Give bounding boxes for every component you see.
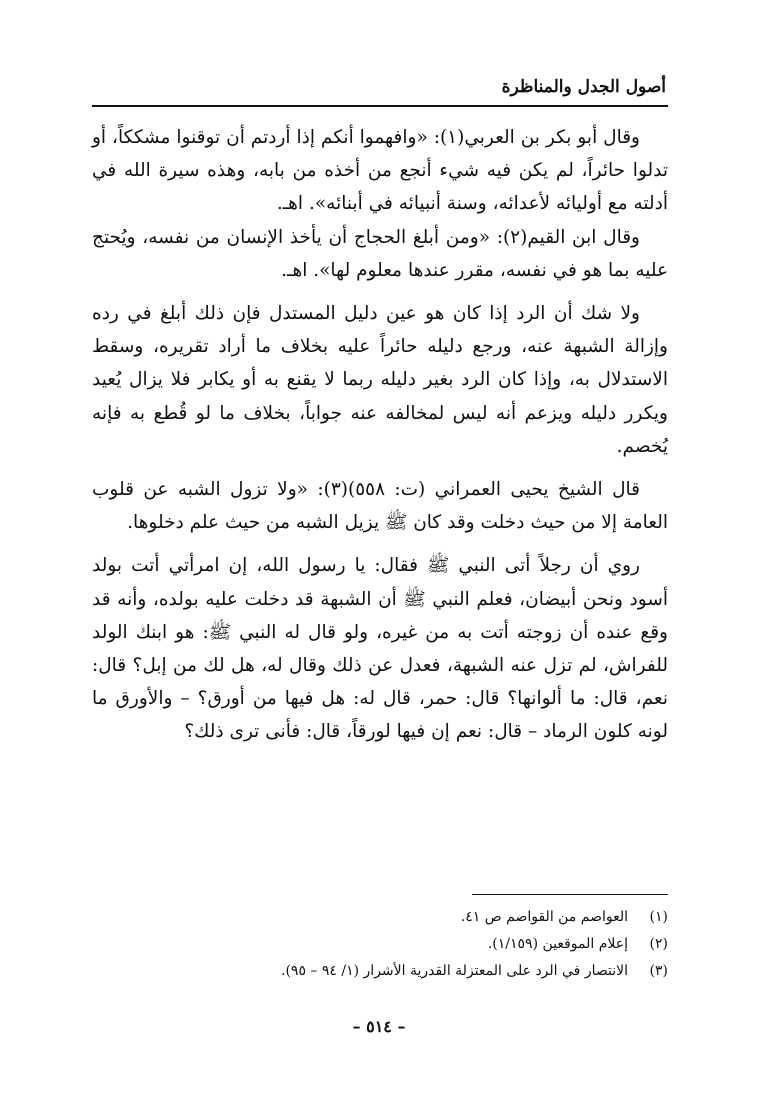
header-rule [92, 105, 668, 107]
paragraph-ibn-qayyim: وقال ابن القيم(٢): «ومن أبلغ الحجاج أن يأخذ الإنسان من نفسه، ويُحتج عليه بما هو في نفسه، مقرر عندها معلوم لها». اهـ. [92, 226, 668, 281]
footnote-text: العواصم من القواصم ص ٤١. [460, 909, 628, 925]
paragraph-hadith: روي أن رجلاً أتى النبي ﷺ فقال: يا رسول الله، إن امرأتي أتت بولد أسود ونحن أبيضان، فعلم النبي ﷺ أن الشبهة قد دخلت عليه بولده، وأنه قد وقع عنده أن زوجته أتت به من غيره، ولو قال له النبي ﷺ: هو ابنك الولد للفراش، لم تزل عنه الشبهة، فعدل عن ذلك وقال له، هل لك من إبل؟ قال: نعم، قال: ما ألوانها؟ قال: حمر، قال له: هل فيها من أورق؟ – والأورق ما لونه كلون الرماد – قال: نعم إن فيها لورقاً، قال: فأنى ترى ذلك؟ [92, 555, 668, 743]
main-text [92, 121, 668, 749]
footnote [92, 904, 668, 931]
paragraph-al-imrani: قال الشيخ يحيى العمراني (ت: ٥٥٨)(٣): «ولا تزول الشبه عن قلوب العامة إلا من حيث دخلت وقد كان ﷺ يزيل الشبه من حيث علم دخلوها. [92, 479, 668, 534]
footnote-number: (٢) [649, 936, 668, 952]
footnote [92, 958, 668, 985]
footnote-rule [472, 894, 668, 895]
footnotes [92, 904, 668, 985]
running-title: أصول الجدل والمناظرة [501, 77, 666, 97]
page-number: – ٥١٤ – [352, 1017, 406, 1036]
footnote-text: إعلام الموقعين (١/١٥٩). [487, 936, 628, 952]
footnote [92, 931, 668, 958]
paragraph-refutation: ولا شك أن الرد إذا كان هو عين دليل المستدل فإن ذلك أبلغ في رده وإزالة الشبهة عنه، ورجع دليله حائراً عليه بخلاف ما أراد تقريره، وسقط الاستدلال به، وإذا كان الرد بغير دليله ربما لا يقنع به أو يكابر فلا يزال يُعيد ويكرر دليله ويزعم أنه ليس لمخالفه عنه جواباً، بخلاف ما لو قُطع به فإنه يُخصم. [92, 303, 668, 457]
footnote-number: (١) [649, 909, 668, 925]
footnote-number: (٣) [649, 963, 668, 979]
paragraph-ibn-arabi: وقال أبو بكر بن العربي(١): «وافهموا أنكم إذا أردتم أن توقنوا مشككاً، أو تدلوا حائراً، لم يكن فيه شيء أنجع من أخذه من بابه، وهذه سيرة الله في أدلته مع أوليائه لأعدائه، وسنة أنبيائه في أبنائه». اهـ. [92, 127, 668, 215]
footnote-text: الانتصار في الرد على المعتزلة القدرية الأشرار (١/ ٩٤ – ٩٥). [281, 963, 628, 979]
